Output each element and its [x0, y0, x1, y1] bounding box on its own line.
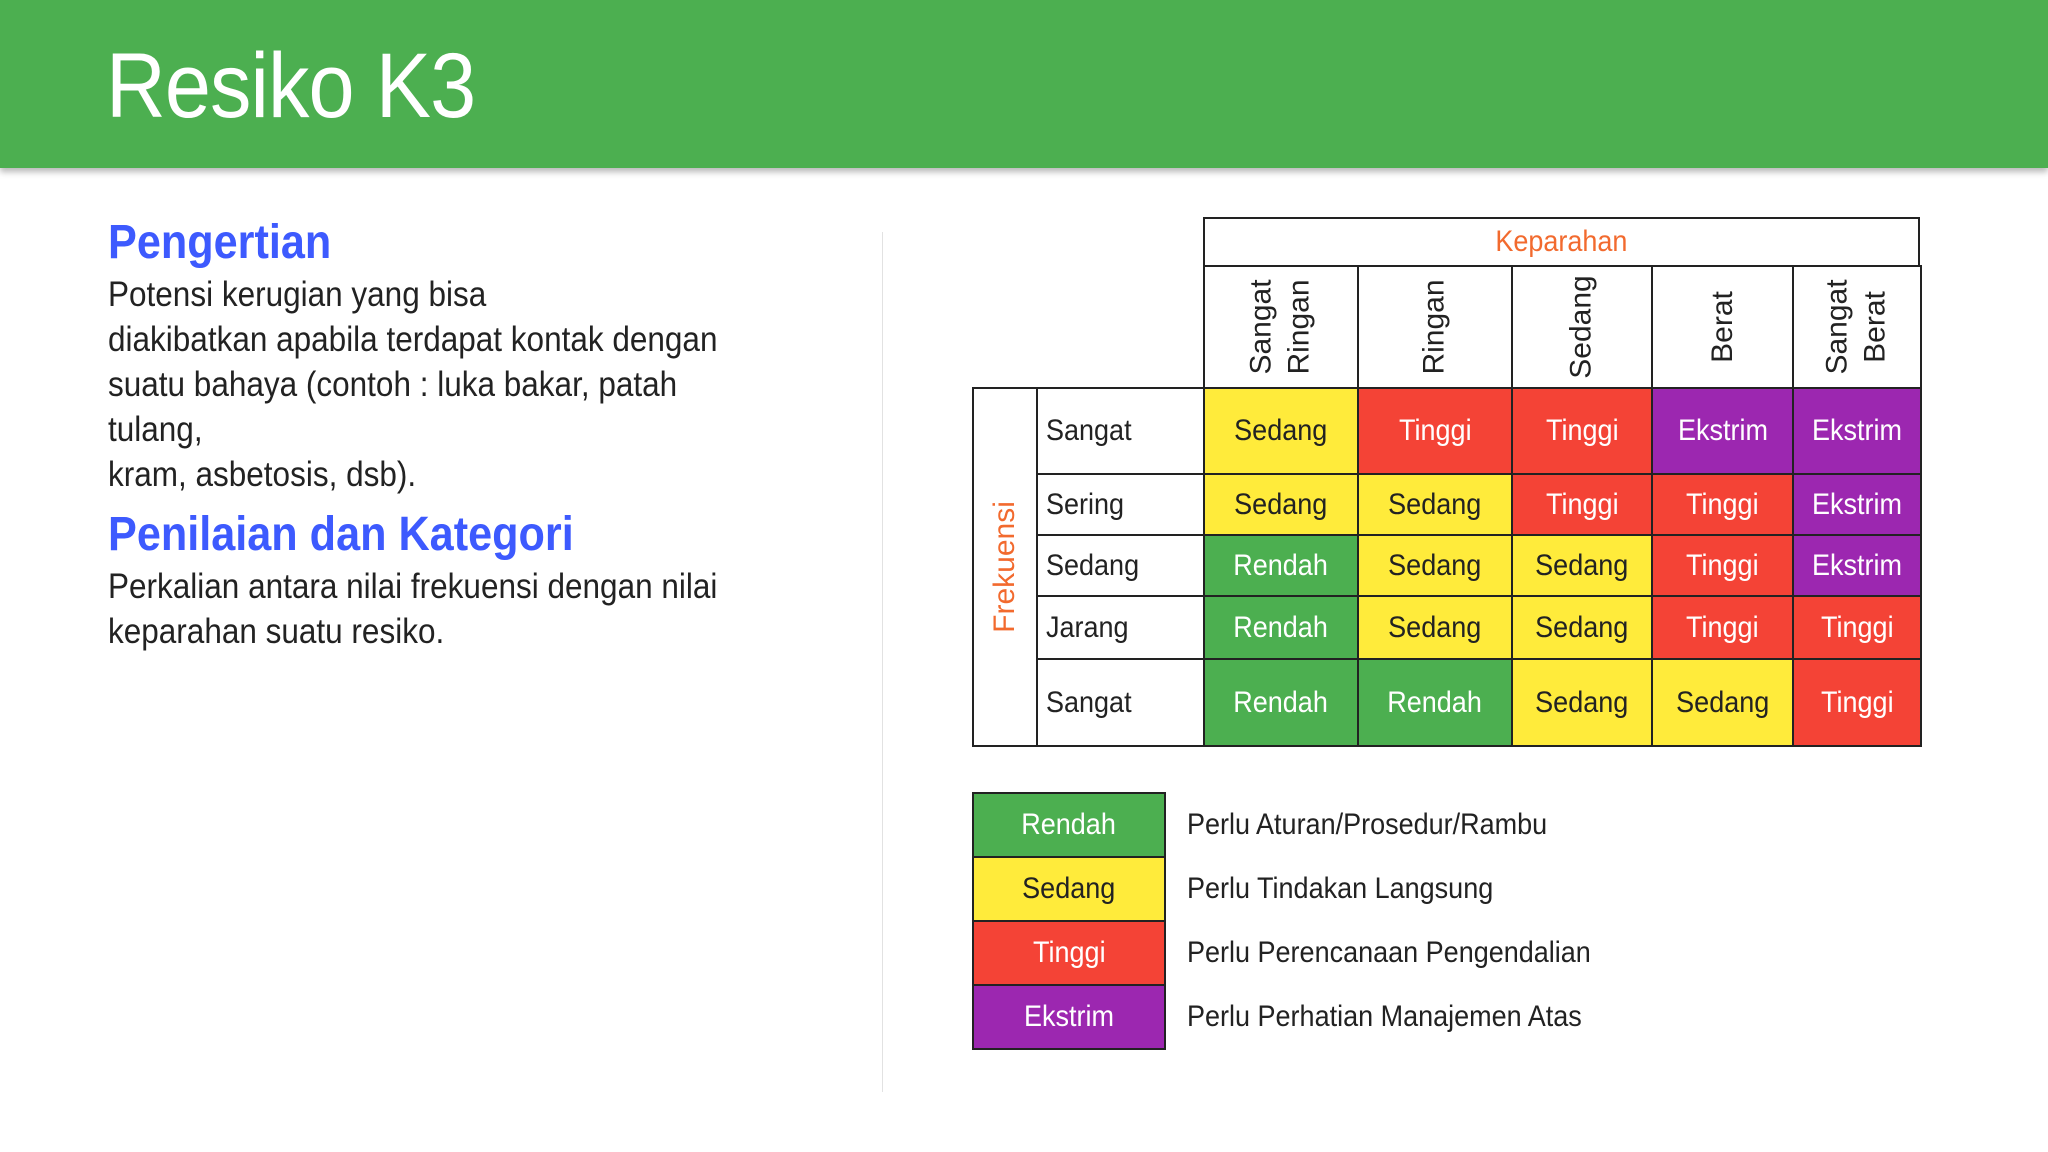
- risk-cell: [1792, 534, 1922, 597]
- title-bar: [0, 0, 2048, 168]
- risk-cell-label: Tinggi: [1820, 685, 1894, 719]
- frequency-row-header: [1036, 595, 1205, 660]
- risk-cell-label: Ekstrim: [1812, 487, 1902, 521]
- risk-cell: [1203, 534, 1359, 597]
- risk-cell-label: Sedang: [1388, 610, 1482, 644]
- risk-cell: [1511, 595, 1653, 660]
- frequency-row-header: [1036, 473, 1205, 536]
- risk-cell: [1651, 658, 1794, 747]
- risk-cell: [1203, 595, 1359, 660]
- frequency-row-header: [1036, 658, 1205, 747]
- legend-swatch: [972, 984, 1166, 1050]
- frequency-row-label: Sangat: [1046, 414, 1132, 447]
- legend-description: [1187, 984, 1626, 1050]
- severity-column-label: Sedang: [1565, 275, 1598, 379]
- legend-level-label: Tinggi: [1032, 936, 1106, 969]
- severity-column-label: Berat: [1705, 291, 1739, 363]
- definition-heading: Pengertian: [108, 216, 332, 269]
- legend-swatch: [972, 856, 1166, 922]
- legend-description: [1187, 856, 1527, 922]
- risk-cell-label: Sedang: [1535, 610, 1629, 644]
- risk-cell-label: Ekstrim: [1812, 414, 1902, 447]
- severity-column-label: Ringan: [1417, 279, 1451, 375]
- legend-swatch: [972, 920, 1166, 986]
- risk-cell: [1357, 658, 1513, 747]
- risk-cell-label: Tinggi: [1545, 414, 1619, 447]
- legend-description: [1187, 920, 1636, 986]
- legend-swatch: [972, 792, 1166, 858]
- assessment-text: Perkalian antara nilai frekuensi dengan nilai keparahan suatu resiko.: [108, 567, 718, 651]
- risk-cell-label: Rendah: [1233, 548, 1329, 582]
- legend-level-label: Ekstrim: [1024, 1000, 1114, 1033]
- severity-axis-label: Keparahan: [1495, 225, 1628, 258]
- column-divider: [882, 232, 883, 1092]
- frequency-row-label: Sering: [1046, 487, 1125, 521]
- severity-column-label: Sangat Ringan: [1245, 279, 1316, 375]
- severity-column-header: [1203, 265, 1359, 389]
- risk-cell: [1511, 473, 1653, 536]
- risk-cell-label: Tinggi: [1398, 414, 1472, 447]
- frequency-axis-label: Frekuensi: [988, 501, 1021, 633]
- risk-cell-label: Tinggi: [1686, 487, 1759, 521]
- risk-cell: [1792, 595, 1922, 660]
- frequency-row-header: [1036, 534, 1205, 597]
- frequency-row-label: Jarang: [1046, 610, 1129, 644]
- risk-cell: [1792, 658, 1922, 747]
- frequency-row-label: Sangat: [1046, 685, 1132, 719]
- severity-column-header: [1511, 265, 1653, 389]
- risk-cell: [1651, 534, 1794, 597]
- risk-cell-label: Rendah: [1387, 685, 1483, 719]
- risk-cell-label: Sedang: [1234, 414, 1328, 447]
- risk-cell-label: Tinggi: [1686, 548, 1759, 582]
- risk-cell-label: Tinggi: [1545, 487, 1619, 521]
- severity-column-label: Sangat Berat: [1821, 279, 1892, 375]
- risk-cell: [1511, 387, 1653, 475]
- frequency-row-label: Sedang: [1046, 548, 1140, 582]
- risk-cell-label: Sedang: [1675, 685, 1770, 719]
- slide-title: Resiko K3: [106, 35, 476, 137]
- risk-cell: [1651, 595, 1794, 660]
- risk-cell: [1511, 534, 1653, 597]
- risk-cell: [1357, 473, 1513, 536]
- risk-cell-label: Sedang: [1535, 685, 1629, 719]
- risk-cell-label: Sedang: [1535, 548, 1629, 582]
- risk-cell-label: Rendah: [1233, 610, 1329, 644]
- severity-column-header: [1792, 265, 1922, 389]
- legend-description-text: Perlu Tindakan Langsung: [1187, 872, 1494, 905]
- risk-cell-label: Sedang: [1234, 487, 1328, 521]
- risk-cell-label: Sedang: [1388, 548, 1482, 582]
- legend-description-text: Perlu Perhatian Manajemen Atas: [1187, 1000, 1582, 1033]
- risk-cell: [1792, 473, 1922, 536]
- risk-cell-label: Tinggi: [1820, 610, 1894, 644]
- risk-cell: [1792, 387, 1922, 475]
- risk-cell: [1203, 387, 1359, 475]
- risk-cell-label: Tinggi: [1686, 610, 1759, 644]
- severity-axis-header: [1203, 217, 1920, 267]
- assessment-heading: Penilaian dan Kategori: [108, 508, 574, 561]
- assessment-section: [108, 506, 848, 654]
- risk-cell: [1357, 595, 1513, 660]
- legend-level-label: Rendah: [1021, 808, 1117, 841]
- definition-section: [108, 214, 848, 497]
- severity-column-header: [1651, 265, 1794, 389]
- risk-cell: [1651, 473, 1794, 536]
- legend-level-label: Sedang: [1022, 872, 1116, 905]
- legend-description: [1187, 792, 1587, 858]
- risk-cell: [1203, 473, 1359, 536]
- legend-description-text: Perlu Aturan/Prosedur/Rambu: [1187, 808, 1548, 841]
- severity-column-header: [1357, 265, 1513, 389]
- risk-cell-label: Rendah: [1233, 685, 1329, 719]
- legend-description-text: Perlu Perencanaan Pengendalian: [1187, 936, 1591, 969]
- risk-cell: [1511, 658, 1653, 747]
- risk-cell: [1203, 658, 1359, 747]
- frequency-axis-header: [972, 387, 1038, 747]
- risk-cell-label: Sedang: [1388, 487, 1482, 521]
- frequency-row-header: [1036, 387, 1205, 475]
- definition-text: Potensi kerugian yang bisa diakibatkan apabila terdapat kontak dengan suatu bahaya (contoh : luka bakar, patah tulang, kram, asbetosis, dsb).: [108, 275, 718, 494]
- risk-cell: [1357, 534, 1513, 597]
- risk-cell: [1357, 387, 1513, 475]
- risk-cell-label: Ekstrim: [1677, 414, 1768, 447]
- risk-cell: [1651, 387, 1794, 475]
- risk-cell-label: Ekstrim: [1812, 548, 1902, 582]
